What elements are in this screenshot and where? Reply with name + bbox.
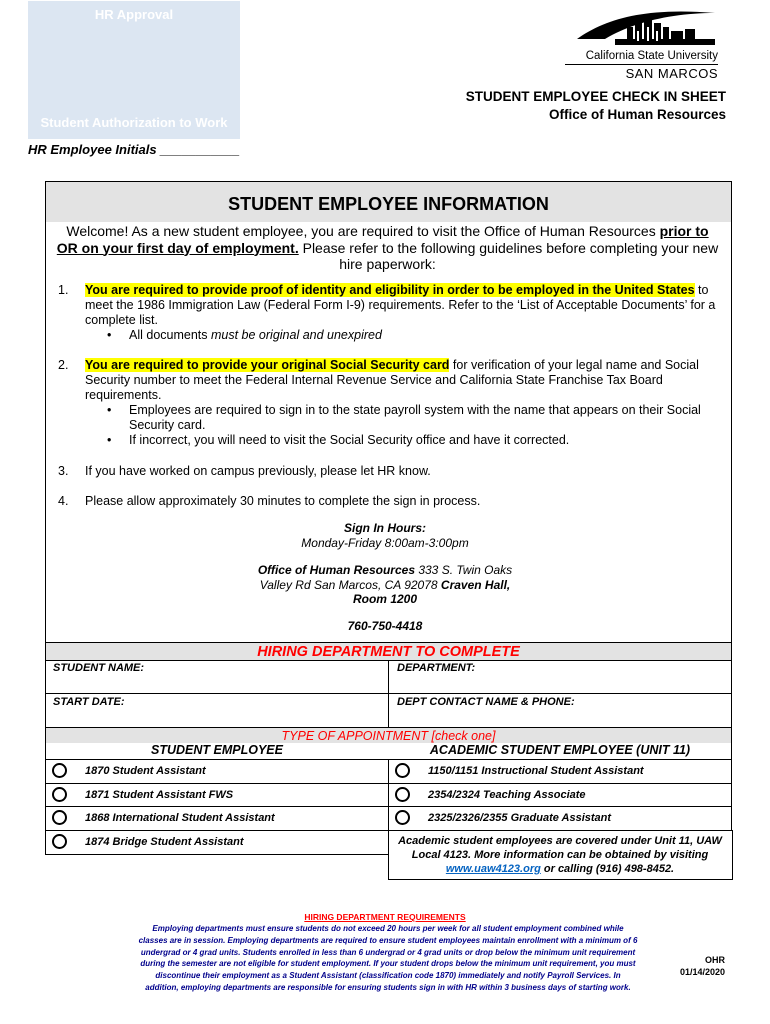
radio-1150[interactable] [395, 763, 410, 778]
office-address-line1: 333 S. Twin Oaks [415, 563, 513, 577]
divider [46, 830, 389, 831]
bullet-item: • If incorrect, you will need to visit the Social Security office and have it corrected. [85, 433, 718, 448]
office-name: Office of Human Resources [548, 107, 726, 122]
academic-employee-header: ACADEMIC STUDENT EMPLOYEE (UNIT 11) [429, 743, 691, 757]
welcome-paragraph [55, 223, 720, 273]
sign-in-label: Sign In Hours: [344, 521, 426, 535]
list-item [58, 464, 718, 479]
radio-1874[interactable] [52, 834, 67, 849]
campus-name: SAN MARCOS [625, 66, 718, 81]
frame-bottom-rule [45, 854, 389, 855]
divider [46, 806, 732, 807]
item-text: If you have worked on campus previously, please let HR know. [85, 464, 431, 478]
start-date-label: START DATE: [53, 696, 125, 708]
ase-note [389, 834, 731, 876]
divider [46, 693, 732, 694]
office-phone: 760-750-4418 [347, 619, 423, 633]
campus-skyline-icon [575, 5, 720, 49]
option-label: 1871 Student Assistant FWS [85, 789, 234, 801]
option-label: 1870 Student Assistant [85, 765, 206, 777]
option-label: 1868 International Student Assistant [85, 812, 275, 824]
item-text: Please allow approximately 30 minutes to complete the sign in process. [85, 494, 481, 508]
radio-1868[interactable] [52, 810, 67, 825]
divider [388, 660, 389, 728]
section-title: STUDENT EMPLOYEE INFORMATION [228, 194, 549, 214]
item-highlight: You are required to provide your original Social Security card [85, 358, 450, 372]
radio-2325[interactable] [395, 810, 410, 825]
option-label: 2354/2324 Teaching Associate [428, 789, 586, 801]
hr-approval-box [28, 1, 240, 139]
sign-in-hours-value: Monday-Friday 8:00am-3:00pm [301, 535, 469, 550]
list-item [58, 283, 718, 343]
radio-1871[interactable] [52, 787, 67, 802]
student-name-label: STUDENT NAME: [53, 662, 145, 674]
hiring-title: HIRING DEPARTMENT TO COMPLETE [257, 644, 520, 660]
item-number: 2. [58, 358, 69, 372]
office-address-line2: Valley Rd San Marcos, CA 92078 [259, 577, 441, 592]
item-text: for verification of your legal name and Social Security number to meet the Federal Internal Revenue Service and California State Franchise Tax Board requirements. [85, 358, 699, 402]
bullet-item: • All documents must be original and unexpired [85, 328, 718, 343]
list-item [58, 494, 718, 509]
bullet-emphasis: must be original and unexpired [210, 328, 382, 342]
radio-1870[interactable] [52, 763, 67, 778]
student-employee-header: STUDENT EMPLOYEE [151, 743, 283, 757]
student-authorization-label: Student Authorization to Work [40, 115, 228, 130]
document-header [466, 88, 726, 124]
office-room: Room 1200 [352, 592, 418, 606]
office-hall: Craven Hall, [440, 577, 511, 592]
item-number: 3. [58, 464, 69, 478]
form-code-label: OHR [705, 955, 725, 965]
item-number: 4. [58, 494, 69, 508]
sign-in-hours [200, 521, 570, 550]
logo-divider [565, 64, 718, 65]
form-date: 01/14/2020 [679, 967, 725, 977]
hr-approval-label: HR Approval [94, 7, 174, 22]
welcome-end: Please refer to the following guidelines before completing your new hire paperwork: [298, 239, 719, 272]
divider [46, 783, 732, 784]
bullet-item: • Employees are required to sign in to the state payroll system with the name that appears on their Social Security card. [85, 403, 718, 433]
radio-2354[interactable] [395, 787, 410, 802]
office-address-name: Office of Human Resources [257, 563, 415, 577]
option-label: 2325/2326/2355 Graduate Assistant [428, 812, 612, 824]
csusm-logo [560, 5, 730, 83]
item-text: to meet the 1986 Immigration Law (Federal Form I-9) requirements. Refer to the ‘List of Acceptable Documents’ for a complete list. [85, 283, 716, 327]
appointment-type-title: TYPE OF APPOINTMENT [check one] [281, 729, 496, 743]
item-highlight: You are required to provide proof of identity and eligibility in order to be employed in the United States [85, 283, 695, 297]
dept-contact-label: DEPT CONTACT NAME & PHONE: [397, 696, 575, 708]
divider [46, 660, 732, 661]
divider [46, 759, 732, 760]
option-label: 1874 Bridge Student Assistant [85, 836, 244, 848]
requirements-title: HIRING DEPARTMENT REQUIREMENTS [304, 912, 466, 922]
university-name: California State University [585, 50, 718, 62]
requirements-body: Employing departments must ensure students do not exceed 20 hours per week for all student employment combined while classes are in session. Employing departments are required to ensure student employees maintain enrollment with a minimum of 6 undergrad or 4 grad units. Students enrolled in less than 6 undergrad or 4 grad units or drop below the minimum unit requirement during the semester are not eligible for student employment. If your student drops below the minimum unit requirement, you must discontinue their employment as a Student Assistant (classification code 1870) immediately and notify Payroll Services. In addition, employing departments are responsible for ensuring students sign in with HR within 3 business days of starting work. [138, 924, 638, 992]
item-number: 1. [58, 283, 69, 297]
hr-initials-field: HR Employee Initials ___________ [28, 142, 240, 157]
uaw-link[interactable]: www.uaw4123.org [445, 863, 541, 875]
office-address [200, 563, 570, 607]
welcome-start: Welcome! As a new student employee, you are required to visit the Office of Human Resources [66, 223, 660, 239]
welcome-emphasis: prior to OR on your first day of employment. [56, 223, 709, 256]
ase-note-text-end: or calling (916) 498-8452. [540, 863, 675, 875]
document-title: STUDENT EMPLOYEE CHECK IN SHEET [465, 89, 726, 104]
department-label: DEPARTMENT: [397, 662, 476, 674]
list-item [58, 358, 718, 448]
option-label: 1150/1151 Instructional Student Assistant [428, 765, 644, 777]
ase-note-text: Academic student employees are covered under Unit 11, UAW Local 4123. More information can be obtained by visiting [398, 835, 722, 861]
form-code [680, 954, 725, 978]
